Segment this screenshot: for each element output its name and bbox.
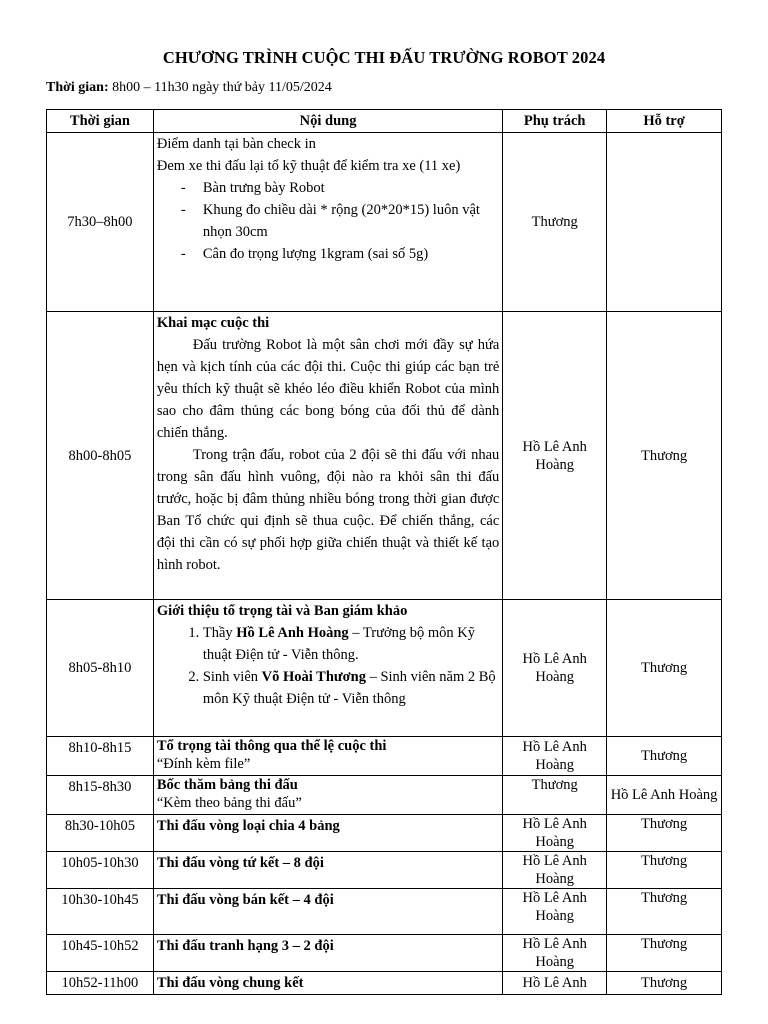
table-row <box>47 935 722 972</box>
row-time: 10h05-10h30 <box>47 852 154 889</box>
row-content <box>153 776 502 815</box>
content-heading: Thi đấu vòng bán kết – 4 đội <box>156 892 334 908</box>
judge-role: – Trưởng bộ môn Kỹ thuật Điện tử - Viễn thông. <box>202 625 475 663</box>
row-time: 7h30–8h00 <box>47 133 154 312</box>
time-value: 8h00 – 11h30 ngày thứ bảy 11/05/2024 <box>112 80 332 95</box>
judge-prefix: Thầy <box>202 625 237 641</box>
content-heading: Bốc thăm bảng thi đấu <box>156 777 298 793</box>
table-row <box>47 972 722 995</box>
judges-list <box>157 622 499 710</box>
content-line: Đem xe thi đấu lại tổ kỹ thuật để kiểm tra xe (11 xe) <box>156 158 461 174</box>
row-support: Thương <box>607 972 722 995</box>
row-in-charge: Hồ Lê Anh Hoàng <box>503 737 607 776</box>
content-heading: Thi đấu vòng chung kết <box>156 975 304 991</box>
list-item: - Bàn trưng bày Robot <box>203 177 499 199</box>
header-time: Thời gian <box>47 110 154 133</box>
content-heading: Tổ trọng tài thông qua thể lệ cuộc thi <box>156 738 387 754</box>
row-content <box>153 737 502 776</box>
content-line: Điểm danh tại bàn check in <box>156 136 316 152</box>
row-support: Thương <box>607 815 722 852</box>
row-time: 8h15-8h30 <box>47 776 154 815</box>
list-item <box>203 622 499 666</box>
row-in-charge: Hồ Lê Anh Hoàng <box>503 600 607 737</box>
row-time: 8h05-8h10 <box>47 600 154 737</box>
row-time: 8h00-8h05 <box>47 312 154 600</box>
judge-role: – Sinh viên năm 2 Bộ môn Kỹ thuật Điện tử - Viễn thông <box>202 669 496 707</box>
row-in-charge: Hồ Lê Anh Hoàng <box>503 852 607 889</box>
row-support: Thương <box>607 312 722 600</box>
table-row <box>47 737 722 776</box>
bullet-list <box>157 177 499 265</box>
content-paragraph: Trong trận đấu, robot của 2 đội sẽ thi đấu với nhau trong sân đấu hình vuông, đội nào ra khỏi sân thi đấu trước, hoặc bị đâm thủng nhiều bóng trong thời gian được Ban Tổ chức qui định sẽ thua cuộc. Để chiến thắng, các đội thi cần có sự phối hợp giữa chiến thuật và thiết kế tạo hình robot. <box>156 447 500 573</box>
table-row <box>47 600 722 737</box>
table-header-row <box>47 110 722 133</box>
judge-prefix: Sinh viên <box>202 669 262 685</box>
row-support: Thương <box>607 935 722 972</box>
content-heading: Thi đấu vòng tứ kết – 8 đội <box>156 855 324 871</box>
row-time: 10h30-10h45 <box>47 889 154 935</box>
judge-name: Võ Hoài Thương <box>261 669 366 685</box>
row-time: 8h10-8h15 <box>47 737 154 776</box>
row-content <box>153 889 502 935</box>
row-time: 8h30-10h05 <box>47 815 154 852</box>
row-support <box>607 133 722 312</box>
header-content: Nội dung <box>153 110 502 133</box>
row-in-charge: Hồ Lê Anh Hoàng <box>503 889 607 935</box>
schedule-time-line <box>46 80 332 96</box>
row-content <box>153 972 502 995</box>
table-row <box>47 889 722 935</box>
time-label: Thời gian: <box>46 80 109 95</box>
row-support: Thương <box>607 852 722 889</box>
header-support: Hỗ trợ <box>607 110 722 133</box>
header-in-charge: Phụ trách <box>503 110 607 133</box>
row-content <box>153 852 502 889</box>
row-content <box>153 935 502 972</box>
content-paragraph: Đấu trường Robot là một sân chơi mới đầy sự hứa hẹn và kịch tính của các đội thi. Cuộc thi giúp các bạn trẻ yêu thích kỹ thuật sẽ khéo léo điều khiển Robot của mình sao cho đâm thủng các bong bóng của đối thủ để dành chiến thắng. <box>156 337 500 441</box>
row-support: Hồ Lê Anh Hoàng <box>607 776 722 815</box>
table-row <box>47 312 722 600</box>
row-support: Thương <box>607 600 722 737</box>
page-title: CHƯƠNG TRÌNH CUỘC THI ĐẤU TRƯỜNG ROBOT 2024 <box>162 48 606 67</box>
row-support: Thương <box>607 737 722 776</box>
row-content <box>153 312 502 600</box>
table-row <box>47 133 722 312</box>
content-heading: Giới thiệu tổ trọng tài và Ban giám khảo <box>156 603 408 619</box>
table-row <box>47 815 722 852</box>
row-content <box>153 133 502 312</box>
row-in-charge: Thương <box>503 776 607 815</box>
row-content <box>153 815 502 852</box>
row-content <box>153 600 502 737</box>
row-in-charge: Hồ Lê Anh Hoàng <box>503 815 607 852</box>
content-note: “Đính kèm file” <box>156 756 251 772</box>
row-in-charge: Hồ Lê Anh Hoàng <box>503 312 607 600</box>
table-row <box>47 776 722 815</box>
content-heading: Khai mạc cuộc thi <box>156 315 270 331</box>
row-in-charge: Hồ Lê Anh <box>503 972 607 995</box>
judge-name: Hồ Lê Anh Hoàng <box>236 625 349 641</box>
list-item: - Khung đo chiều dài * rộng (20*20*15) luôn vật nhọn 30cm <box>203 199 499 243</box>
table-row <box>47 852 722 889</box>
schedule-table <box>46 109 722 995</box>
content-heading: Thi đấu tranh hạng 3 – 2 đội <box>156 938 334 954</box>
list-item <box>203 666 499 710</box>
row-in-charge: Thương <box>503 133 607 312</box>
content-note: “Kèm theo bảng thi đấu” <box>156 795 302 811</box>
row-time: 10h45-10h52 <box>47 935 154 972</box>
row-support: Thương <box>607 889 722 935</box>
list-item: - Cân đo trọng lượng 1kgram (sai số 5g) <box>203 243 499 265</box>
row-in-charge: Hồ Lê Anh Hoàng <box>503 935 607 972</box>
row-time: 10h52-11h00 <box>47 972 154 995</box>
content-heading: Thi đấu vòng loại chia 4 bảng <box>156 818 340 834</box>
